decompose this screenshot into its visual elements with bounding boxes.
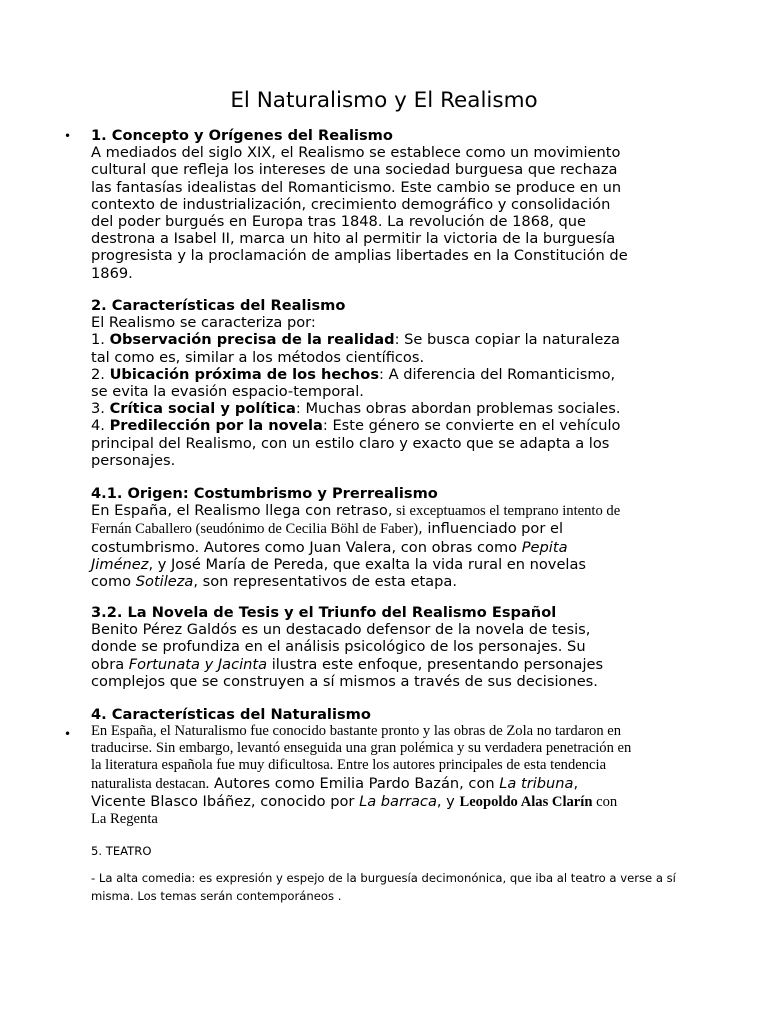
section-heading: 1. Concepto y Orígenes del Realismo bbox=[91, 127, 393, 144]
item-text: : A diferencia del Romanticismo, bbox=[379, 365, 616, 383]
list-item bbox=[91, 366, 691, 383]
paragraph-line: complejos que se construyen a sí mismos a través de sus decisiones. bbox=[91, 672, 598, 690]
paragraph-line: principal del Realismo, con un estilo claro y exacto que se adapta a los bbox=[91, 434, 610, 452]
text-run: Vicente Blasco Ibáñez, conocido por bbox=[91, 792, 360, 810]
section-caracteristicas-realismo bbox=[91, 297, 691, 469]
paragraph-line: Benito Pérez Galdós es un destacado defensor de la novela de tesis, bbox=[91, 621, 591, 639]
paragraph-line: del poder burgués en Europa tras 1848. La revolución de 1868, que bbox=[91, 213, 587, 231]
paragraph-line: las fantasías idealistas del Romanticismo. Este cambio se produce en un bbox=[91, 178, 622, 196]
list-item bbox=[91, 400, 691, 417]
section-heading: 5. TEATRO bbox=[91, 844, 152, 858]
teatro-body bbox=[91, 869, 711, 905]
paragraph-line: - La alta comedia: es expresión y espejo de la burguesía decimonónica, que iba al teatro a verse a sí bbox=[91, 871, 676, 885]
paragraph-line: La Regenta bbox=[91, 811, 158, 828]
text-run: naturalista destacan. bbox=[91, 775, 210, 792]
item-term: Ubicación próxima de los hechos bbox=[109, 365, 380, 383]
item-text: : Este género se convierte en el vehículo bbox=[322, 417, 621, 435]
text-run: Autores como Emilia Pardo Bazán, con bbox=[209, 774, 500, 792]
author-name: Leopoldo Alas Clarín bbox=[459, 793, 593, 810]
text-run: , y José María de Pereda, que exalta la vida rural en novelas bbox=[148, 555, 587, 573]
paragraph-line: tal como es, similar a los métodos científicos. bbox=[91, 348, 425, 366]
list-item bbox=[91, 417, 691, 434]
book-title: Pepita bbox=[521, 538, 568, 556]
section-origen bbox=[91, 485, 691, 590]
book-title: Fortunata y Jacinta bbox=[128, 655, 268, 673]
paragraph-line: En España, el Naturalismo fue conocido bastante pronto y las obras de Zola no tardaron en bbox=[91, 723, 622, 739]
text-run: , son representativos de esta etapa. bbox=[193, 573, 457, 591]
book-title: Jiménez bbox=[91, 555, 149, 573]
item-number: 3. bbox=[91, 400, 110, 418]
book-title: La barraca bbox=[359, 792, 437, 810]
section-novela-tesis bbox=[91, 604, 691, 690]
bullet-marker: • bbox=[64, 129, 72, 143]
paragraph-line: progresista y la proclamación de amplias libertades en la Constitución de bbox=[91, 247, 628, 265]
paragraph-line: la literatura española fue muy dificultosa. Entre los autores principales de esta tendencia bbox=[91, 757, 607, 774]
book-title: La tribuna bbox=[499, 774, 574, 792]
section-heading: 3.2. La Novela de Tesis y el Triunfo del Realismo Español bbox=[91, 604, 557, 621]
item-number: 2. bbox=[91, 365, 110, 383]
section-heading: 4.1. Origen: Costumbrismo y Prerrealismo bbox=[91, 485, 438, 502]
text-run: obra bbox=[91, 655, 129, 673]
paragraph-line: contexto de industrialización, crecimiento demográfico y consolidación bbox=[91, 195, 611, 213]
paragraph-line: personajes. bbox=[91, 451, 176, 469]
section-heading: 2. Características del Realismo bbox=[91, 297, 346, 314]
section-concepto bbox=[91, 127, 691, 282]
paragraph-line: donde se profundiza en el análisis psicológico de los personajes. Su bbox=[91, 638, 586, 656]
text-run: Fernán Caballero (seudónimo de Cecilia Böhl de Faber) bbox=[91, 521, 419, 538]
page-title: El Naturalismo y El Realismo bbox=[230, 88, 538, 113]
bullet-marker: • bbox=[64, 727, 72, 741]
text-run: , influenciado por el bbox=[418, 520, 564, 538]
section-naturalismo bbox=[91, 706, 691, 723]
paragraph-line: 1869. bbox=[91, 264, 133, 282]
item-text: : Muchas obras abordan problemas sociales. bbox=[295, 400, 621, 418]
paragraph-line: destrona a Isabel II, marca un hito al permitir la victoria de la burguesía bbox=[91, 230, 616, 248]
item-number: 4. bbox=[91, 417, 110, 435]
text-run: , bbox=[573, 774, 579, 792]
item-term: Crítica social y política bbox=[109, 400, 296, 418]
paragraph-line: se evita la evasión espacio-temporal. bbox=[91, 383, 364, 401]
text-run: En España, el Realismo llega con retraso, bbox=[91, 502, 393, 520]
text-run: , y bbox=[436, 792, 460, 810]
paragraph-line: A mediados del siglo XIX, el Realismo se establece como un movimiento bbox=[91, 144, 621, 162]
section-teatro bbox=[91, 842, 711, 860]
paragraph-line: El Realismo se caracteriza por: bbox=[91, 314, 316, 332]
item-term: Observación precisa de la realidad bbox=[109, 331, 395, 349]
item-number: 1. bbox=[91, 331, 110, 349]
list-item bbox=[91, 331, 691, 348]
text-run: si exceptuamos el temprano intento de bbox=[392, 503, 621, 520]
book-title: Sotileza bbox=[135, 573, 194, 591]
paragraph-line: cultural que refleja los intereses de una sociedad burguesa que rechaza bbox=[91, 161, 618, 179]
section-heading: 4. Características del Naturalismo bbox=[91, 706, 371, 723]
item-text: : Se busca copiar la naturaleza bbox=[394, 331, 620, 349]
text-run: como bbox=[91, 573, 136, 591]
naturalismo-body bbox=[91, 723, 691, 828]
text-run: costumbrismo. Autores como Juan Valera, con obras como bbox=[91, 538, 522, 556]
text-run: ilustra este enfoque, presentando personajes bbox=[267, 655, 604, 673]
text-run: con bbox=[592, 793, 618, 810]
item-term: Predilección por la novela bbox=[109, 417, 323, 435]
paragraph-line: traducirse. Sin embargo, levantó enseguida una gran polémica y su verdadera penetración en bbox=[91, 740, 632, 757]
paragraph-line: misma. Los temas serán contemporáneos . bbox=[91, 889, 342, 903]
